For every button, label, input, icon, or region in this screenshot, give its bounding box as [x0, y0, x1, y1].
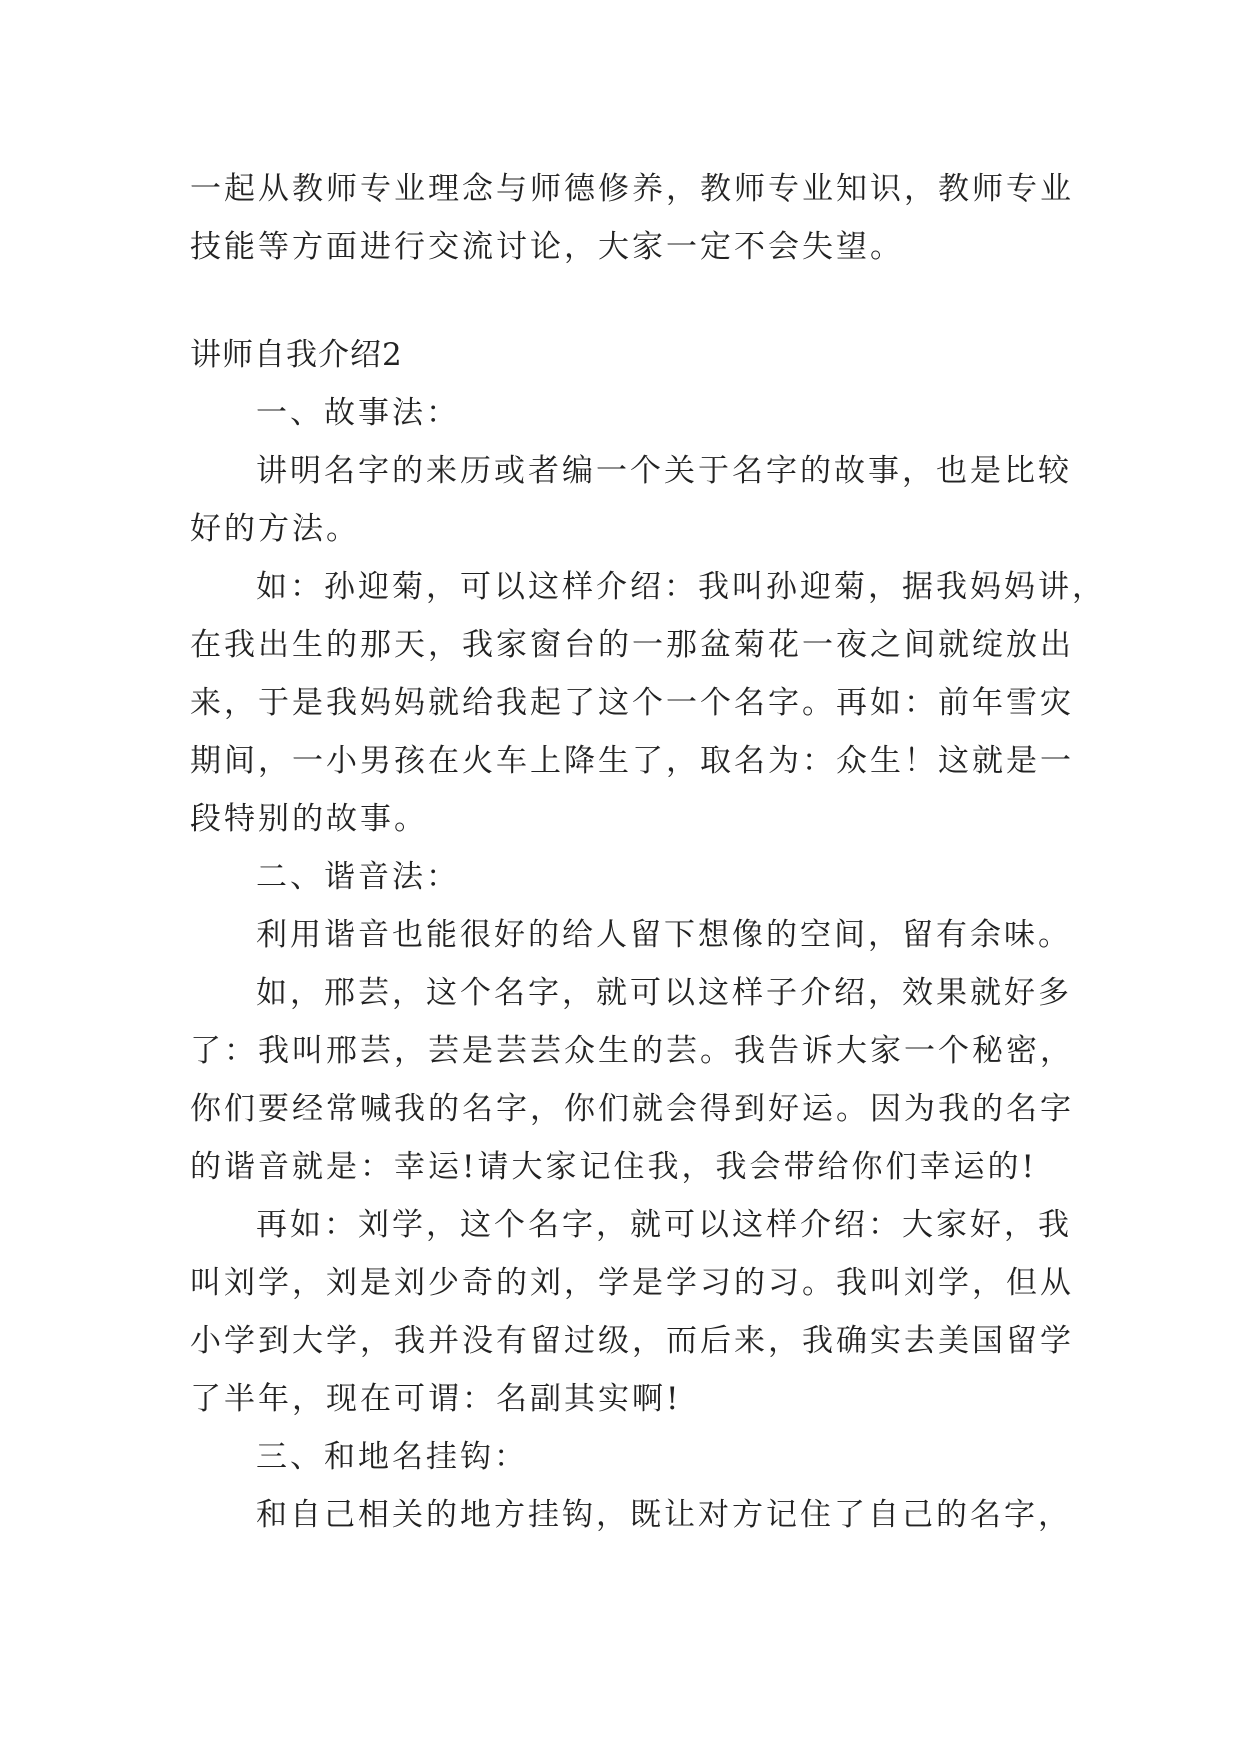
section-title: 讲师自我介绍2: [190, 337, 403, 373]
intro-line: 技能等方面进行交流讨论，大家一定不会失望。: [190, 229, 904, 265]
paragraph-line: 来，于是我妈妈就给我起了这个一个名字。再如：前年雪灾: [190, 685, 1074, 721]
paragraph-line: 讲明名字的来历或者编一个关于名字的故事，也是比较: [256, 453, 1072, 489]
paragraph-line: 期间，一小男孩在火车上降生了，取名为：众生！这就是一: [190, 743, 1074, 779]
paragraph-line: 的谐音就是：幸运!请大家记住我，我会带给你们幸运的!: [190, 1149, 1037, 1185]
document-page: [190, 160, 1106, 1544]
method-title: 三、和地名挂钩：: [256, 1439, 528, 1475]
paragraph-line: 你们要经常喊我的名字，你们就会得到好运。因为我的名字: [190, 1091, 1074, 1127]
paragraph-line: 如，邢芸，这个名字，就可以这样子介绍，效果就好多: [256, 975, 1072, 1011]
paragraph-line: 好的方法。: [190, 511, 360, 547]
paragraph-line: 了半年，现在可谓：名副其实啊!: [190, 1381, 682, 1417]
paragraph-line: 在我出生的那天，我家窗台的一那盆菊花一夜之间就绽放出: [190, 627, 1074, 663]
method-title: 一、故事法：: [256, 395, 460, 431]
paragraph-line: 小学到大学，我并没有留过级，而后来，我确实去美国留学: [190, 1323, 1074, 1359]
paragraph-line: 了：我叫邢芸，芸是芸芸众生的芸。我告诉大家一个秘密，: [190, 1033, 1074, 1069]
paragraph-line: 叫刘学，刘是刘少奇的刘，学是学习的习。我叫刘学，但从: [190, 1265, 1074, 1301]
paragraph-line: 如：孙迎菊，可以这样介绍：我叫孙迎菊，据我妈妈讲，: [256, 569, 1106, 605]
paragraph-line: 段特别的故事。: [190, 801, 428, 837]
paragraph-line: 再如：刘学，这个名字，就可以这样介绍：大家好，我: [256, 1207, 1072, 1243]
method-title: 二、谐音法：: [256, 859, 460, 895]
paragraph-line: 利用谐音也能很好的给人留下想像的空间，留有余味。: [256, 917, 1072, 953]
intro-line: 一起从教师专业理念与师德修养，教师专业知识，教师专业: [190, 171, 1074, 207]
paragraph-line: 和自己相关的地方挂钩，既让对方记住了自己的名字，: [256, 1497, 1072, 1533]
